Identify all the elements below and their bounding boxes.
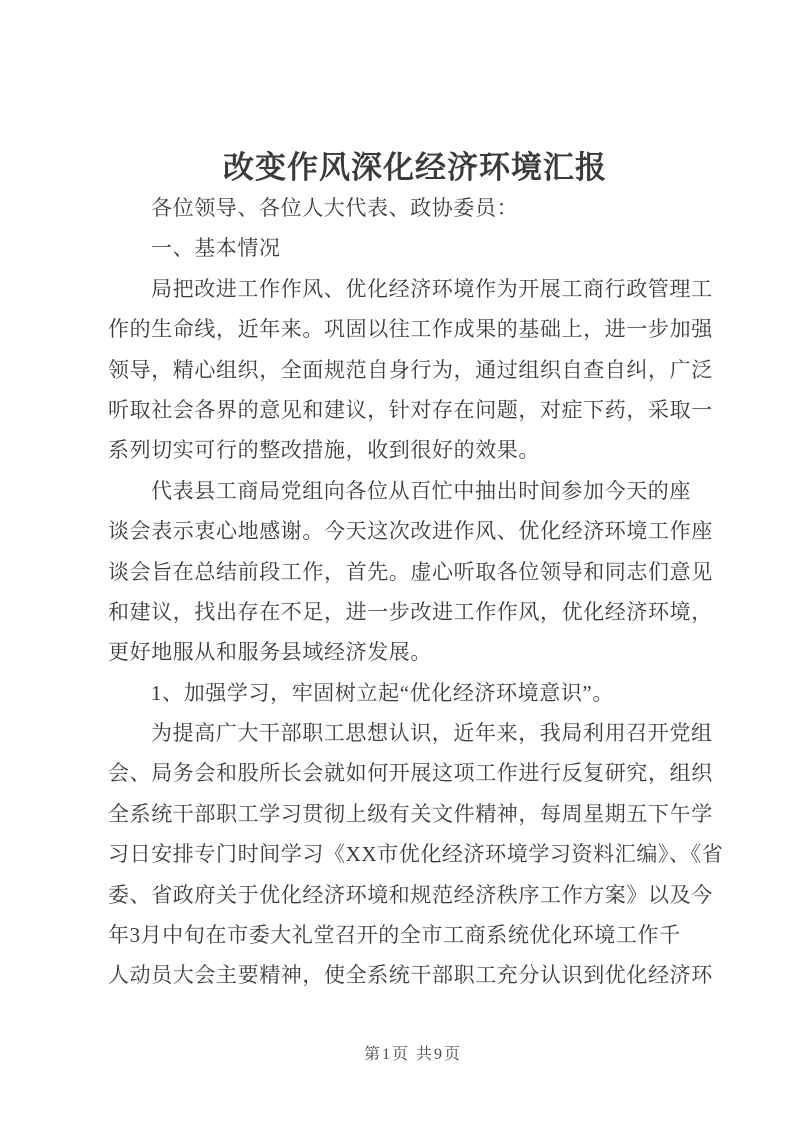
document-body xyxy=(108,188,724,996)
body-line: 会、局务会和股所长会就如何开展这项工作进行反复研究，组织 xyxy=(108,761,713,786)
body-line: 全系统干部职工学习贯彻上级有关文件精神，每周星期五下午学 xyxy=(108,801,713,826)
document-title: 改变作风深化经济环境汇报 xyxy=(223,150,607,185)
body-line: 为提高广大干部职工思想认识，近年来，我局利用召开党组 xyxy=(151,721,713,746)
body-line: 谈会旨在总结前段工作，首先。虚心听取各位领导和同志们意见 xyxy=(108,559,713,584)
body-line: 作的生命线，近年来。巩固以往工作成果的基础上，进一步加强 xyxy=(108,317,713,342)
section-heading: 一、基本情况 xyxy=(151,236,281,261)
body-line: 人动员大会主要精神，使全系统干部职工充分认识到优化经济环 xyxy=(108,963,713,988)
body-line: 更好地服从和服务县域经济发展。 xyxy=(108,640,432,665)
body-line: 系列切实可行的整改措施，收到很好的效果。 xyxy=(108,438,540,463)
body-line: 听取社会各界的意见和建议，针对存在问题，对症下药，采取一 xyxy=(108,397,713,422)
body-line: 习日安排专门时间学习《XX市优化经济环境学习资料汇编》、《省 xyxy=(108,842,724,867)
body-line: 年3月中旬在市委大礼堂召开的全市工商系统优化环境工作千 xyxy=(108,923,681,948)
body-line: 和建议，找出存在不足，进一步改进工作作风，优化经济环境， xyxy=(108,599,713,624)
salutation-line: 各位领导、各位人大代表、政协委员： xyxy=(151,196,519,220)
body-line: 委、省政府关于优化经济环境和规范经济秩序工作方案》以及今 xyxy=(108,882,713,907)
numbered-item-heading: 1、加强学习，牢固树立起“优化经济环境意识”。 xyxy=(151,680,614,705)
body-line: 局把改进工作作风、优化经济环境作为开展工商行政管理工 xyxy=(151,276,713,301)
body-line: 领导，精心组织，全面规范自身行为，通过组织自查自纠，广泛 xyxy=(108,357,713,382)
body-line: 代表县工商局党组向各位从百忙中抽出时间参加今天的座 xyxy=(151,478,691,503)
page-number-footer: 第1页 共9页 xyxy=(364,1046,463,1063)
body-line: 谈会表示衷心地感谢。今天这次改进作风、优化经济环境工作座 xyxy=(108,519,713,544)
